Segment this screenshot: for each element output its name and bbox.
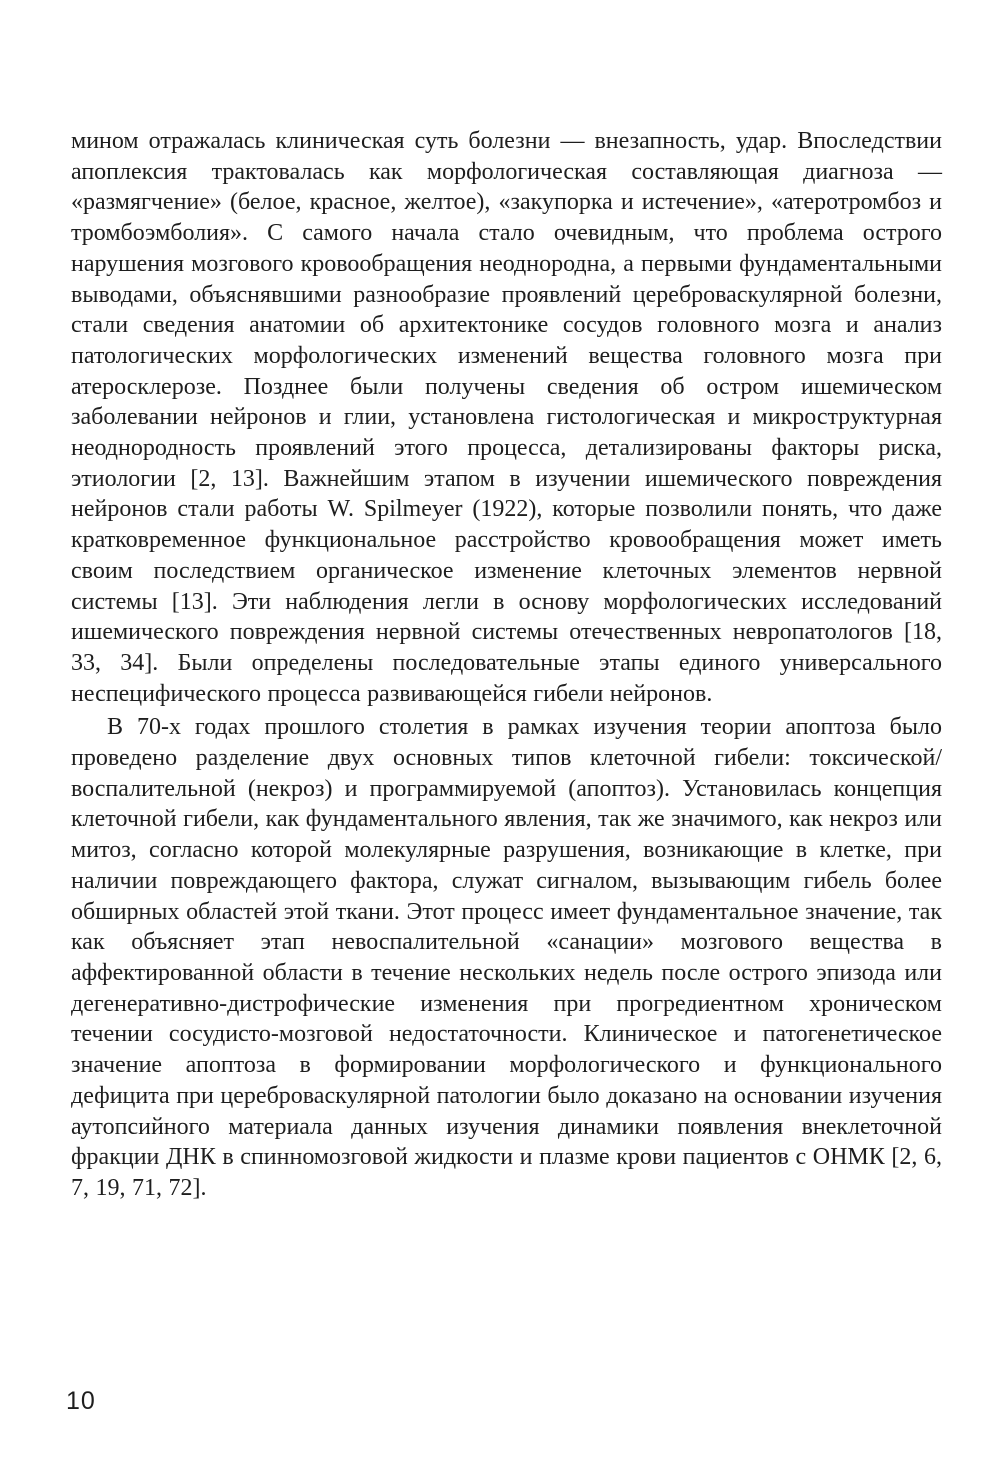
paragraph-apoptosis: В 70-х годах прошлого столетия в рамках изучения теории апоптоза было проведено разделение двух основных типов клеточной гибели: токсической/воспалительной (некроз) и программируемой (апоптоз). Установилась концепция клеточной гибели, как фундаментального явления, так же значимого, как некроз или митоз, согласно которой молекулярные разрушения, возникающие в клетке, при наличии повреждающего фактора, служат сигналом, вызывающим гибель более обширных областей этой ткани. Этот процесс имеет фундаментальное значение, так как объясняет этап невоспалительной «санации» мозгового вещества в аффектированной области в течение нескольких недель после острого эпизода или дегенеративно-дистрофические изменения при прогредиентном хроническом течении сосудисто-мозговой недостаточности. Клиническое и патогенетическое значение апоптоза в формировании морфологического и функционального дефицита при цереброваскулярной патологии было доказано на основании изучения аутопсийного материала данных изучения динамики появления внеклеточной фракции ДНК в спинномозговой жидкости и плазме крови пациентов с ОНМК [2, 6, 7, 19, 71, 72]. xyxy=(71,714,942,1201)
paragraph-continuation: мином отражалась клиническая суть болезни — внезапность, удар. Впоследствии апоплексия трактовалась как морфологическая составляющая диагноза — «размягчение» (белое, красное, желтое), «закупорка и истечение», «атеротромбоз и тромбоэмболия». С самого начала стало очевидным, что проблема острого нарушения мозгового кровообращения неоднородна, а первыми фундаментальными выводами, объяснявшими разнообразие проявлений цереброваскулярной болезни, стали сведения анатомии об архитектонике сосудов головного мозга и анализ патологических морфологических изменений вещества головного мозга при атеросклерозе. Позднее были получены сведения об остром ишемическом заболевании нейронов и глии, установлена гистологическая и микроструктурная неоднородность проявлений этого процесса, детализированы факторы риска, этиологии [2, 13]. Важнейшим этапом в изучении ишемического повреждения нейронов стали работы W. Spilmeyer (1922), которые позволили понять, что даже кратковременное функциональное расстройство кровообращения может иметь своим последствием органическое изменение клеточных элементов нервной системы [13]. Эти наблюдения легли в основу морфологических исследований ишемического повреждения нервной системы отечественных невропатологов [18, 33, 34]. Были определены последовательные этапы единого универсального неспецифического процесса развивающейся гибели нейронов. xyxy=(71,128,942,707)
body-text xyxy=(71,126,942,1204)
page-number: 10 xyxy=(66,1387,96,1415)
